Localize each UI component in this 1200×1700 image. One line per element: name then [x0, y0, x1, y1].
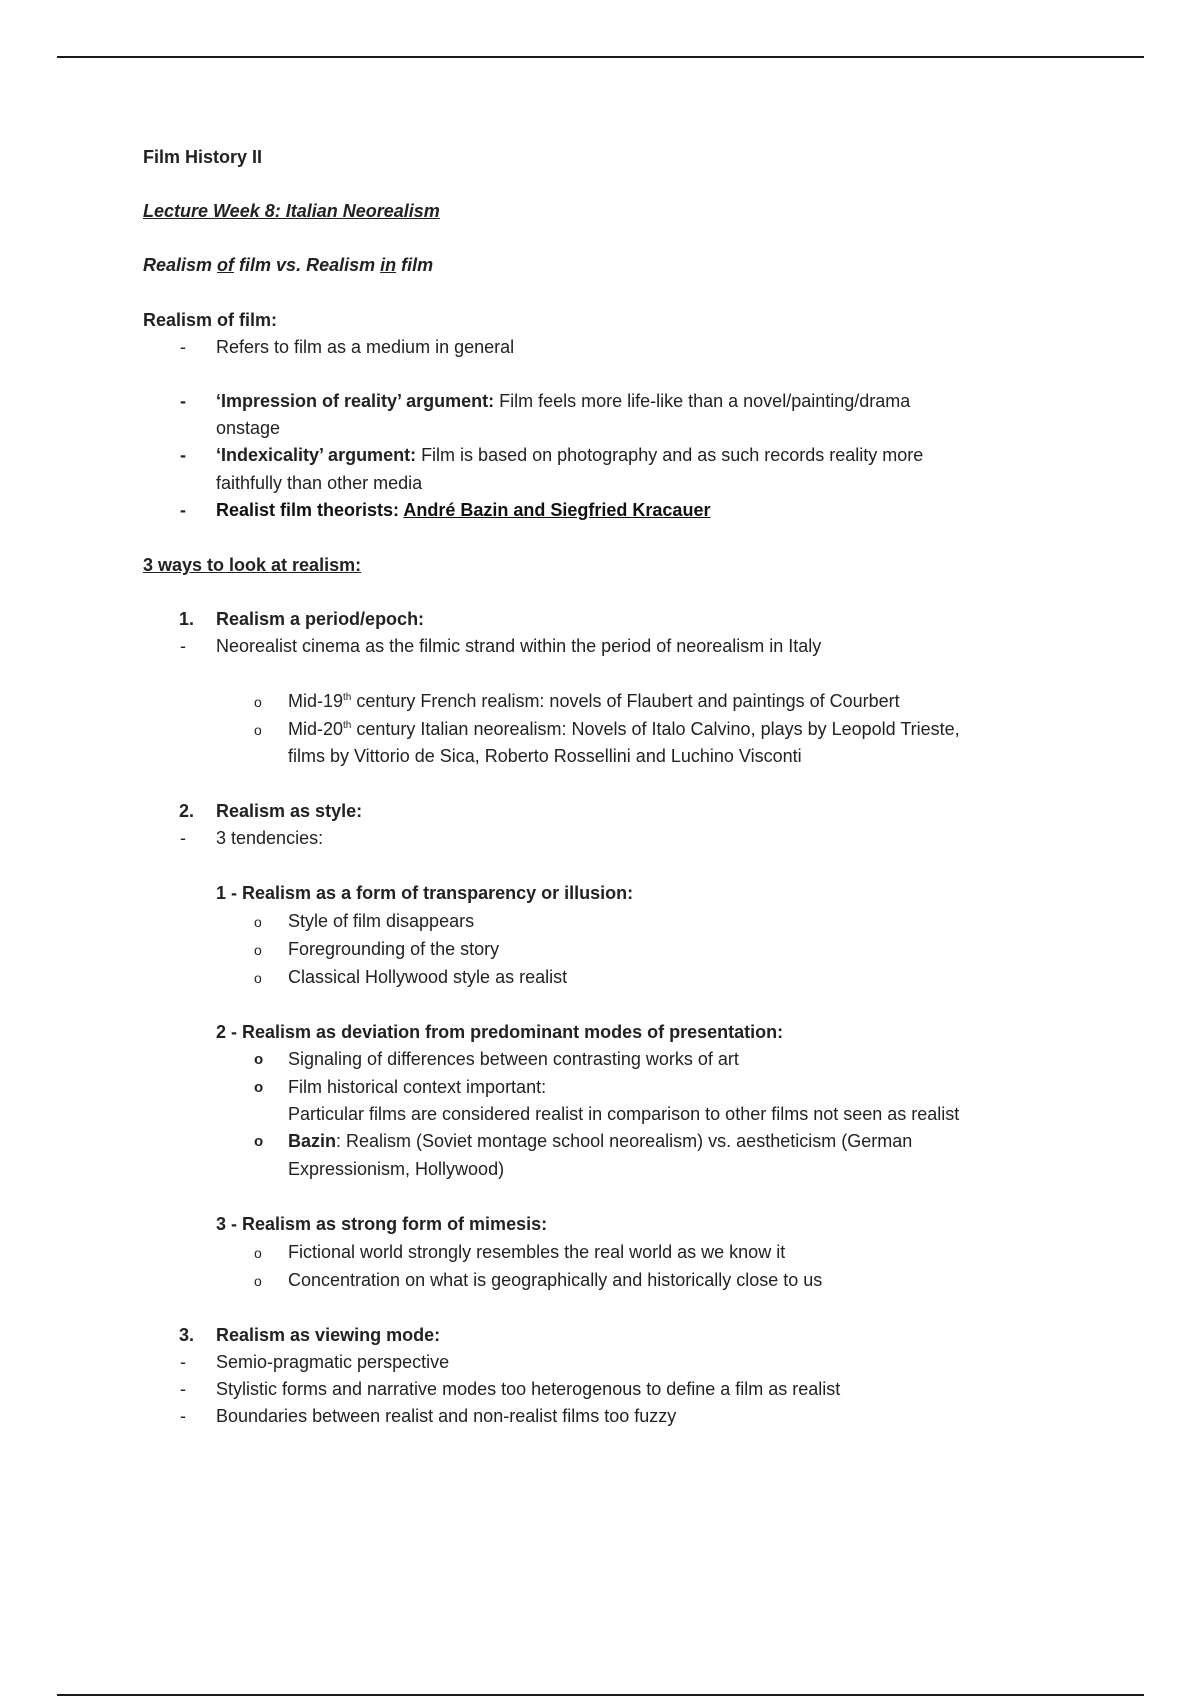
circle-bullet: o [254, 942, 262, 958]
subtitle-in: in [380, 255, 397, 275]
list-item-text: century Italian neorealism: Novels of Italo Calvino, plays by Leopold Trieste, [351, 719, 960, 739]
list-item-text: : Realism (Soviet montage school neorealism) vs. aestheticism (German [336, 1131, 913, 1151]
dash-bullet: - [180, 500, 186, 520]
tendency-title: 1 - Realism as a form of transparency or illusion: [216, 883, 634, 903]
section-title: Realism a period/epoch: [216, 609, 425, 629]
list-item-text: Fictional world strongly resembles the real world as we know it [288, 1242, 786, 1262]
list-item-text: Boundaries between realist and non-realist films too fuzzy [216, 1406, 677, 1426]
subtitle-part: film [396, 255, 434, 275]
dash-bullet: - [180, 445, 186, 465]
list-item-text: Signaling of differences between contrasting works of art [288, 1049, 739, 1069]
dash-bullet: - [180, 1406, 186, 1426]
dash-bullet: - [180, 1379, 186, 1399]
circle-bullet: o [254, 1133, 264, 1150]
subtitle-part: film vs. Realism [234, 255, 381, 275]
list-item-text: Expressionism, Hollywood) [288, 1159, 505, 1179]
tendency-title: 2 - Realism as deviation from predominant modes of presentation: [216, 1022, 784, 1042]
circle-bullet: o [254, 694, 262, 710]
list-item-text: Concentration on what is geographically and historically close to us [288, 1270, 823, 1290]
superscript: th [343, 720, 352, 731]
list-item-text: Mid-19 [288, 691, 344, 711]
list-item-text: Classical Hollywood style as realist [288, 967, 568, 987]
superscript: th [343, 692, 352, 703]
list-item-text: century French realism: novels of Flaubert and paintings of Courbert [351, 691, 900, 711]
lecture-title: Lecture Week 8: Italian Neorealism [143, 201, 440, 221]
circle-bullet: o [254, 1245, 262, 1261]
circle-bullet: o [254, 722, 262, 738]
bold-term: Bazin [288, 1131, 337, 1151]
list-item-text: Refers to film as a medium in general [216, 337, 515, 357]
list-item-text: Film historical context important: [288, 1077, 547, 1097]
list-item-text: films by Vittorio de Sica, Roberto Rossellini and Luchino Visconti [288, 746, 802, 766]
list-item-text: Foregrounding of the story [288, 939, 500, 959]
subtitle-of: of [217, 255, 235, 275]
dash-bullet: - [180, 828, 186, 848]
tendency-title: 3 - Realism as strong form of mimesis: [216, 1214, 548, 1234]
realism-of-film-heading: Realism of film: [143, 310, 278, 330]
subtitle [143, 254, 433, 276]
top-rule [57, 56, 1144, 58]
section-number: 2. [179, 801, 195, 821]
section-number: 1. [179, 609, 195, 629]
list-item-text: Semio-pragmatic perspective [216, 1352, 450, 1372]
list-item-text: Neorealist cinema as the filmic strand within the period of neorealism in Italy [216, 636, 822, 656]
dash-bullet: - [180, 337, 186, 357]
circle-bullet: o [254, 1273, 262, 1289]
list-item-text: Mid-20 [288, 719, 344, 739]
circle-bullet: o [254, 914, 262, 930]
bottom-rule [57, 1694, 1144, 1696]
list-item-text: Film feels more life-like than a novel/painting/drama [494, 391, 911, 411]
bold-term: ‘Impression of reality’ argument: [216, 391, 495, 411]
circle-bullet: o [254, 1079, 264, 1096]
dash-bullet: - [180, 1352, 186, 1372]
theorists-names: André Bazin and Siegfried Kracauer [403, 500, 711, 520]
list-item-text: faithfully than other media [216, 473, 423, 493]
list-item-text: Film is based on photography and as such records reality more [416, 445, 924, 465]
section-title: Realism as style: [216, 801, 363, 821]
list-item-text: Stylistic forms and narrative modes too heterogenous to define a film as realist [216, 1379, 841, 1399]
dash-bullet: - [180, 391, 186, 411]
list-item-text: 3 tendencies: [216, 828, 324, 848]
list-item-text: Style of film disappears [288, 911, 475, 931]
circle-bullet: o [254, 970, 262, 986]
dash-bullet: - [180, 636, 186, 656]
section-title: Realism as viewing mode: [216, 1325, 441, 1345]
section-number: 3. [179, 1325, 195, 1345]
course-title: Film History II [143, 147, 263, 167]
list-item-text: Particular films are considered realist in comparison to other films not seen as realist [288, 1104, 960, 1124]
subtitle-part: Realism [143, 255, 218, 275]
circle-bullet: o [254, 1051, 264, 1068]
three-ways-heading: 3 ways to look at realism: [143, 555, 362, 575]
bold-term: ‘Indexicality’ argument: [216, 445, 417, 465]
bold-term: Realist film theorists: [216, 500, 404, 520]
list-item-text: onstage [216, 418, 281, 438]
